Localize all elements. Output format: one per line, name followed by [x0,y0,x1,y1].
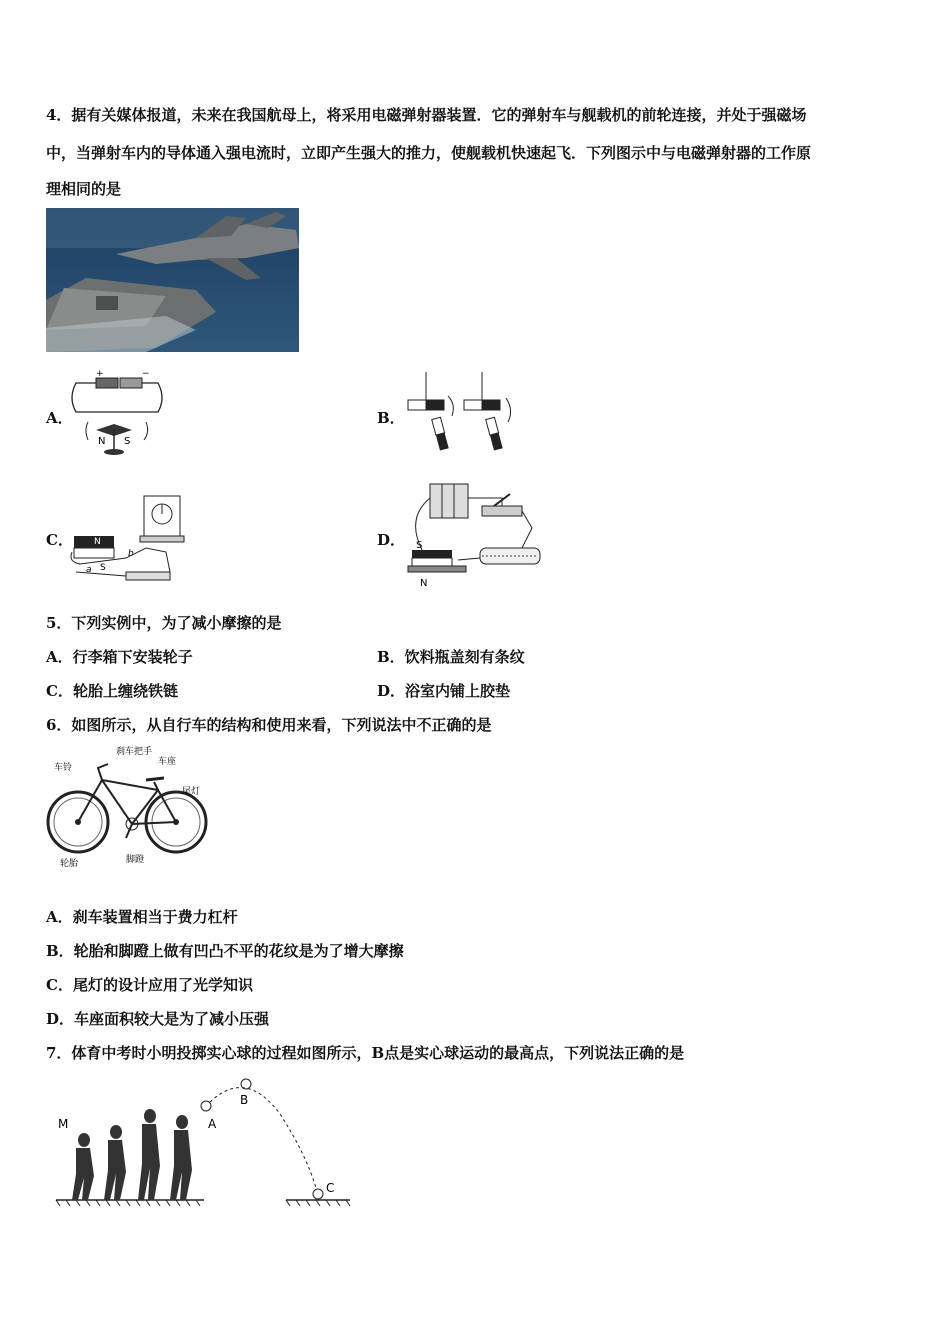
fig-d-s: S [416,540,423,551]
q4-stem-line-3: 理相同的是 [46,180,122,198]
q4-option-c-figure [66,492,190,588]
q6-option-b: B．轮胎和脚蹬上做有凹凸不平的花纹是为了增大摩擦 [46,942,404,960]
fig-a-plus: + [96,370,104,379]
q6-option-c: C．尾灯的设计应用了光学知识 [46,976,253,994]
fig-c-b: b [128,549,134,559]
shot-put-figure [50,1074,360,1214]
q4-option-d-label: D． [377,531,406,549]
q5-option-b: B．饮料瓶盖刻有条纹 [377,648,525,666]
bike-label-pedal: 脚蹬 [126,855,145,865]
q6-option-a: A．刹车装置相当于费力杠杆 [46,908,238,926]
q4-stem-line-1: 4．据有关媒体报道，未来在我国航母上，将采用电磁弹射器装置．它的弹射车与舰载机的前轮连接，并处于强磁场 [46,106,807,124]
q4-option-a-figure [66,370,170,460]
aircraft-carrier-photo [46,208,299,352]
bike-label-tire: 轮胎 [60,859,79,869]
bike-label-brake: 刹车把手 [116,747,153,757]
bicycle-figure [46,742,216,870]
fig-a-s: S [124,436,131,447]
fig-c-a: a [86,565,92,575]
fig-c-n: N [94,537,101,547]
fig-c-s: S [100,563,106,573]
fig-a-minus: − [142,370,150,379]
q5-option-d: D．浴室内铺上胶垫 [377,682,511,700]
q5-option-a: A．行李箱下安装轮子 [46,648,193,666]
shot-label-a: A [208,1117,217,1131]
q5-stem: 5．下列实例中，为了减小摩擦的是 [46,614,282,632]
shot-label-m: M [58,1117,69,1131]
q4-stem-line-2: 中，当弹射车内的导体通入强电流时，立即产生强大的推力，使舰载机快速起飞．下列图示中与电磁弹射器的工作原 [46,144,812,162]
q7-stem: 7．体育中考时小明投掷实心球的过程如图所示，B点是实心球运动的最高点，下列说法正确的是 [46,1044,685,1062]
q5-option-c: C．轮胎上缠绕铁链 [46,682,178,700]
q6-stem: 6．如图所示，从自行车的结构和使用来看，下列说法中不正确的是 [46,716,492,734]
q4-option-b-figure [402,370,522,456]
shot-label-c: C [326,1181,335,1195]
bike-label-bell: 车铃 [54,763,73,773]
q6-option-d: D．车座面积较大是为了减小压强 [46,1010,270,1028]
bike-label-seat: 车座 [158,757,177,767]
fig-a-n: N [98,436,106,447]
q4-option-c-label: C． [46,531,73,549]
fig-d-n: N [420,578,428,589]
bike-label-taillight: 尾灯 [182,787,201,797]
q4-option-a-label: A． [46,409,73,427]
shot-label-b: B [240,1093,249,1107]
q4-option-b-label: B． [377,409,405,427]
q4-option-d-figure [402,478,542,590]
